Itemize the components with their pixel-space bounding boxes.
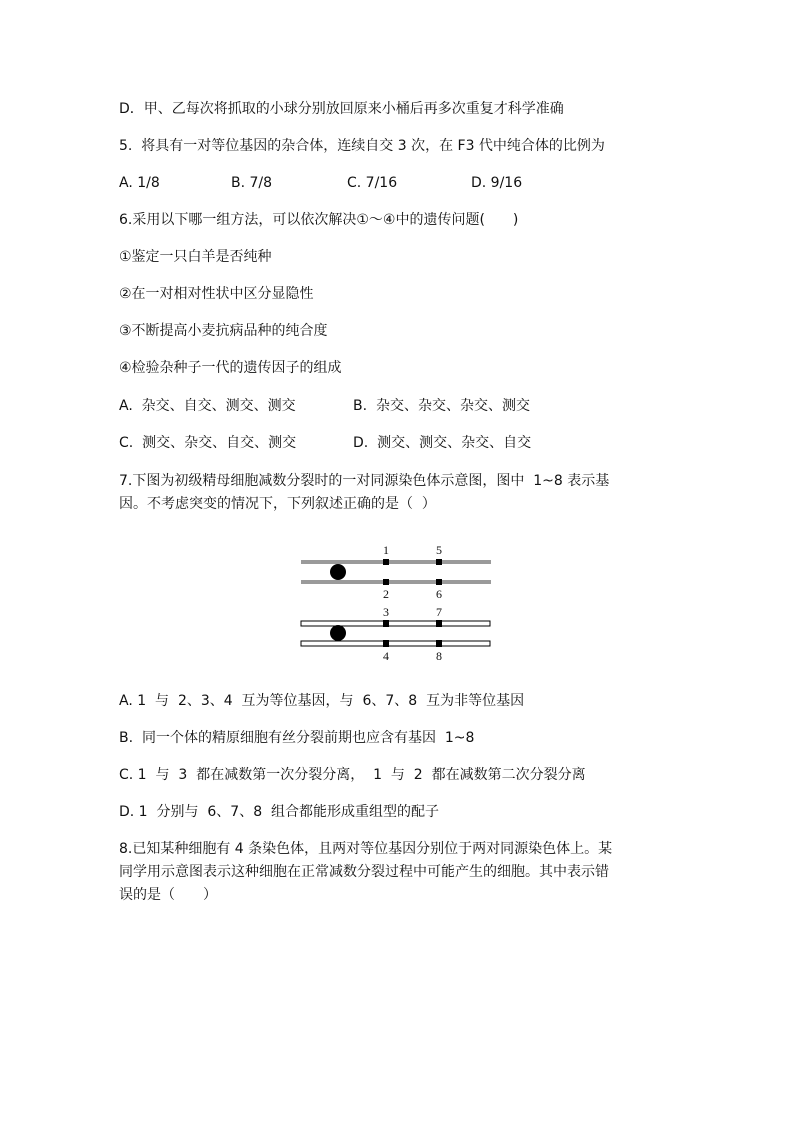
q5-stem: 5. 将具有一对等位基因的杂合体，连续自交 3 次，在 F3 代中纯合体的比例为 bbox=[119, 138, 605, 154]
q6-item-4: ④检验杂种子一代的遗传因子的组成 bbox=[119, 360, 342, 376]
q7-stem-line-1: 7.下图为初级精母细胞减数分裂时的一对同源染色体示意图，图中 1~8 表示基 bbox=[119, 473, 610, 489]
gene-label-7: 7 bbox=[436, 605, 442, 619]
gene-marker-2 bbox=[383, 579, 389, 585]
q6-stem: 6.采用以下哪一组方法，可以依次解决①～④中的遗传问题( ) bbox=[119, 212, 519, 228]
q7-option-c: C. 1 与 3 都在减数第一次分裂分离， 1 与 2 都在减数第二次分裂分离 bbox=[119, 767, 586, 783]
q8-stem-line-3: 误的是（ ） bbox=[119, 887, 217, 903]
q6-option-c: C. 测交、杂交、自交、测交 bbox=[119, 435, 297, 451]
centromere-upper bbox=[330, 564, 346, 580]
gene-marker-4 bbox=[383, 640, 389, 647]
q8-stem-line-2: 同学用示意图表示这种细胞在正常减数分裂过程中可能产生的细胞。其中表示错 bbox=[119, 864, 609, 880]
gene-label-5: 5 bbox=[436, 543, 442, 557]
chromatid-1 bbox=[301, 560, 491, 564]
q5-option-b: B. 7/8 bbox=[231, 175, 273, 191]
gene-label-8: 8 bbox=[436, 649, 442, 663]
gene-label-3: 3 bbox=[383, 605, 389, 619]
gene-label-4: 4 bbox=[383, 649, 389, 663]
q8-stem-line-1: 8.已知某种细胞有 4 条染色体，且两对等位基因分别位于两对同源染色体上。某 bbox=[119, 841, 613, 857]
gene-marker-5 bbox=[436, 559, 442, 565]
q5-option-c: C. 7/16 bbox=[347, 175, 398, 191]
gene-marker-8 bbox=[436, 640, 442, 647]
chromatid-4 bbox=[301, 641, 490, 646]
q4-option-d: D．甲、乙每次将抓取的小球分别放回原来小桶后再多次重复才科学准确 bbox=[119, 101, 564, 117]
gene-marker-1 bbox=[383, 559, 389, 565]
q6-item-1: ①鉴定一只白羊是否纯种 bbox=[119, 249, 272, 265]
gene-label-1: 1 bbox=[383, 543, 389, 557]
q6-option-b: B. 杂交、杂交、杂交、测交 bbox=[353, 398, 530, 414]
q6-item-2: ②在一对相对性状中区分显隐性 bbox=[119, 286, 314, 302]
centromere-lower bbox=[330, 625, 346, 641]
gene-marker-7 bbox=[436, 620, 442, 627]
q6-option-d: D. 测交、测交、杂交、自交 bbox=[353, 435, 532, 451]
q5-option-d: D. 9/16 bbox=[471, 175, 523, 191]
chromatid-2 bbox=[301, 580, 491, 584]
homologous-chromosome-diagram bbox=[295, 538, 495, 668]
q6-item-3: ③不断提高小麦抗病品种的纯合度 bbox=[119, 323, 328, 339]
q7-option-a: A. 1 与 2、3、4 互为等位基因，与 6、7、8 互为非等位基因 bbox=[119, 693, 525, 709]
gene-marker-3 bbox=[383, 620, 389, 627]
q5-option-a: A. 1/8 bbox=[119, 175, 160, 191]
gene-label-2: 2 bbox=[383, 587, 389, 601]
chromatid-3 bbox=[301, 621, 490, 626]
q6-option-a: A. 杂交、自交、测交、测交 bbox=[119, 398, 296, 414]
gene-label-6: 6 bbox=[436, 587, 442, 601]
q7-option-d: D. 1 分别与 6、7、8 组合都能形成重组型的配子 bbox=[119, 804, 440, 820]
q7-stem-line-2: 因。不考虑突变的情况下，下列叙述正确的是（ ） bbox=[119, 496, 436, 512]
gene-marker-6 bbox=[436, 579, 442, 585]
q7-option-b: B. 同一个体的精原细胞有丝分裂前期也应含有基因 1~8 bbox=[119, 730, 475, 746]
